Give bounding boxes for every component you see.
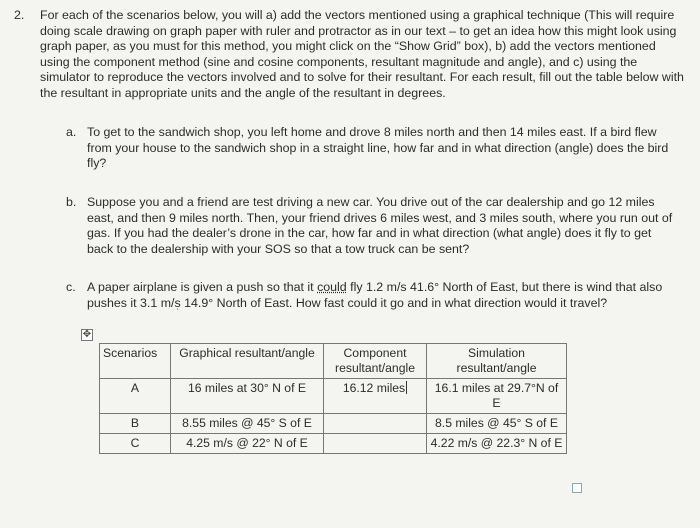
cell-graphical[interactable]: 4.25 m/s @ 22° N of E: [171, 434, 324, 454]
question-2: [14, 8, 686, 102]
table-header-row: [100, 344, 567, 379]
scenario-c-spellcheck-word[interactable]: could: [317, 280, 347, 294]
table-row: [100, 414, 567, 434]
question-text: For each of the scenarios below, you will a) add the vectors mentioned using a graphical technique (This will require doing scale drawing on graph paper with ruler and protractor as in our text – to get an idea how this might look using graph paper, as you must for this method, you might click on the “Show Grid” box), b) add the vectors mentioned using the component method (sine and cosine components, resultant magnitude and angle), and c) using the simulator to reproduce the vectors involved and to solve for their resultant. For each result, fill out the table below with the resultant in appropriate units and the angle of the resultant in degrees.: [40, 8, 684, 100]
cell-scenario[interactable]: C: [100, 434, 171, 454]
table-row: [100, 379, 567, 414]
cell-component[interactable]: [324, 379, 427, 414]
scenario-b-text: Suppose you and a friend are test driving a new car. You drive out of the car dealership and go 12 miles east, and then 9 miles north. Then, your friend drives 6 miles west, and 3 miles south, where you run out of gas. If you had the dealer’s drone in the car, how far and in what direction (what angle) does it fly to get back to the dealership with your SOS so that a tow truck can be sent?: [87, 195, 673, 256]
scenario-b: [66, 195, 680, 257]
results-table: [99, 343, 567, 454]
cell-simulation[interactable]: 8.5 miles @ 45° S of E: [427, 414, 567, 434]
scenario-c-text: [87, 280, 680, 311]
cell-scenario[interactable]: A: [100, 379, 171, 414]
cell-component[interactable]: [324, 434, 427, 454]
scenario-c-text-end: fly 1.2 m/s 41.6° North of East, but there is wind that also pushes it 3.1 m/s 14.9° North of East. How fast could it go and in what direction would it travel?: [87, 280, 663, 310]
stray-mark: ˈ: [176, 308, 180, 319]
cell-simulation[interactable]: 16.1 miles at 29.7°N of E: [427, 379, 567, 414]
scenario-c: [66, 280, 680, 311]
cell-simulation[interactable]: 4.22 m/s @ 22.3° N of E: [427, 434, 567, 454]
cell-component-text: 16.12 miles: [342, 381, 406, 395]
cell-graphical[interactable]: 8.55 miles @ 45° S of E: [171, 414, 324, 434]
scenario-c-text-start: A paper airplane is given a push so that it: [87, 280, 318, 294]
cell-component[interactable]: [324, 414, 427, 434]
cell-scenario[interactable]: B: [100, 414, 171, 434]
cell-graphical[interactable]: 16 miles at 30° N of E: [171, 379, 324, 414]
scenario-a-label: a.: [66, 125, 77, 139]
resize-handle-icon[interactable]: [572, 483, 582, 493]
move-handle-icon[interactable]: ✥: [82, 329, 92, 340]
text-cursor: [406, 381, 407, 394]
scenario-b-label: b.: [66, 195, 77, 209]
header-simulation[interactable]: Simulation resultant/angle: [427, 344, 567, 379]
question-number: 2.: [14, 8, 25, 22]
table-row: [100, 434, 567, 454]
scenario-a: [66, 125, 680, 172]
header-component[interactable]: Component resultant/angle: [324, 344, 427, 379]
scenario-a-text: To get to the sandwich shop, you left home and drove 8 miles north and then 14 miles east. If a bird flew from your house to the sandwich shop in a straight line, how far and in what direction (angle) does the bird fly?: [87, 125, 669, 171]
header-scenarios[interactable]: Scenarios: [100, 344, 171, 379]
scenario-c-label: c.: [66, 280, 76, 294]
header-graphical[interactable]: Graphical resultant/angle: [171, 344, 324, 379]
